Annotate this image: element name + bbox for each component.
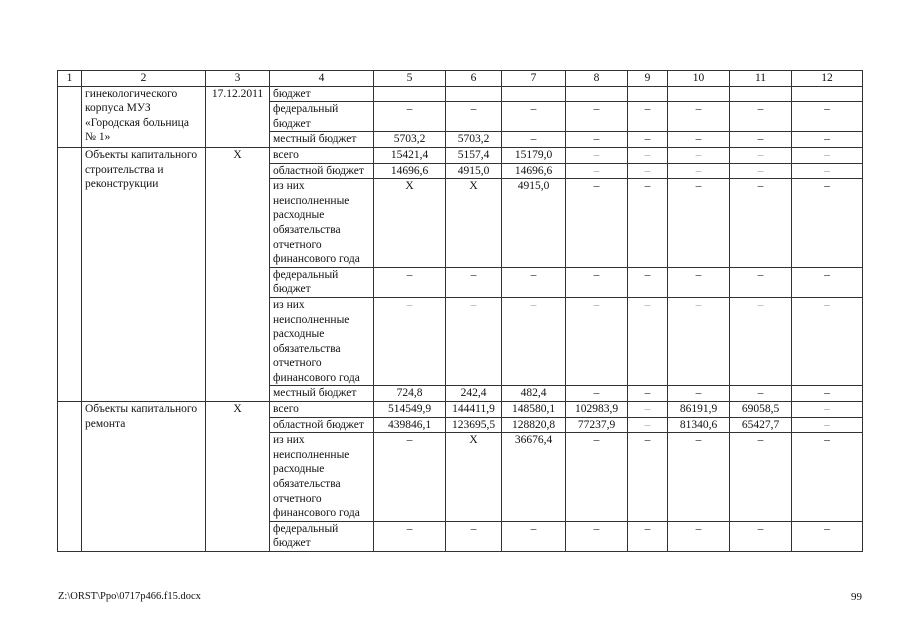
- value-cell: –: [502, 132, 566, 148]
- value-cell: 128820,8: [502, 417, 566, 433]
- value-cell: –: [730, 179, 792, 268]
- column-number: 12: [792, 71, 863, 87]
- value-cell: –: [668, 297, 730, 386]
- value-cell: 77237,9: [566, 417, 628, 433]
- budget-source-cell: областной бюджет: [270, 163, 374, 179]
- value-cell: –: [628, 102, 668, 132]
- column-number: 11: [730, 71, 792, 87]
- value-cell: –: [792, 147, 863, 163]
- value-cell: –: [628, 267, 668, 297]
- budget-source-cell: из них неисполненные расходные обязательства отчетного финансового года: [270, 297, 374, 386]
- value-cell: –: [792, 163, 863, 179]
- date-cell: Х: [206, 402, 270, 552]
- budget-source-cell: федеральный бюджет: [270, 267, 374, 297]
- column-number: 8: [566, 71, 628, 87]
- column-number: 5: [374, 71, 446, 87]
- value-cell: 14696,6: [374, 163, 446, 179]
- value-cell: 15421,4: [374, 147, 446, 163]
- value-cell: Х: [446, 179, 502, 268]
- value-cell: –: [374, 521, 446, 551]
- value-cell: –: [628, 163, 668, 179]
- value-cell: –: [668, 267, 730, 297]
- value-cell: –: [792, 433, 863, 522]
- value-cell: 5157,4: [446, 147, 502, 163]
- value-cell: 482,4: [502, 386, 566, 402]
- value-cell: –: [668, 163, 730, 179]
- value-cell: 4915,0: [446, 163, 502, 179]
- budget-source-cell: бюджет: [270, 86, 374, 102]
- value-cell: –: [730, 163, 792, 179]
- value-cell: –: [792, 102, 863, 132]
- value-cell: [566, 86, 628, 102]
- value-cell: 4915,0: [502, 179, 566, 268]
- value-cell: 36676,4: [502, 433, 566, 522]
- value-cell: [792, 86, 863, 102]
- value-cell: [374, 86, 446, 102]
- value-cell: –: [628, 417, 668, 433]
- value-cell: 86191,9: [668, 402, 730, 418]
- value-cell: –: [374, 267, 446, 297]
- value-cell: –: [792, 402, 863, 418]
- value-cell: 5703,2: [374, 132, 446, 148]
- value-cell: –: [730, 147, 792, 163]
- value-cell: 65427,7: [730, 417, 792, 433]
- value-cell: –: [730, 521, 792, 551]
- value-cell: –: [502, 521, 566, 551]
- value-cell: –: [446, 102, 502, 132]
- value-cell: –: [668, 179, 730, 268]
- budget-source-cell: федеральный бюджет: [270, 102, 374, 132]
- column-number: 7: [502, 71, 566, 87]
- value-cell: –: [668, 102, 730, 132]
- column-number: 3: [206, 71, 270, 87]
- column-number-row: [58, 71, 863, 87]
- value-cell: –: [628, 521, 668, 551]
- table-row: [58, 147, 863, 163]
- value-cell: –: [446, 297, 502, 386]
- file-path: Z:\ORST\Ppo\0717p466.f15.docx: [58, 591, 201, 602]
- table-row: [58, 86, 863, 102]
- value-cell: [730, 86, 792, 102]
- budget-table: [57, 70, 863, 552]
- row-number-cell: [58, 402, 82, 552]
- value-cell: –: [792, 179, 863, 268]
- value-cell: 514549,9: [374, 402, 446, 418]
- table-row: [58, 402, 863, 418]
- date-cell: 17.12.2011: [206, 86, 270, 147]
- value-cell: [446, 86, 502, 102]
- value-cell: –: [792, 386, 863, 402]
- value-cell: –: [628, 147, 668, 163]
- date-cell: Х: [206, 147, 270, 401]
- value-cell: –: [668, 433, 730, 522]
- value-cell: [502, 86, 566, 102]
- value-cell: –: [668, 521, 730, 551]
- value-cell: –: [502, 102, 566, 132]
- value-cell: –: [374, 433, 446, 522]
- value-cell: –: [730, 297, 792, 386]
- object-name-cell: гинекологического корпуса МУЗ «Городская больница № 1»: [82, 86, 206, 147]
- value-cell: 69058,5: [730, 402, 792, 418]
- table-body: [58, 86, 863, 551]
- value-cell: –: [628, 386, 668, 402]
- value-cell: –: [668, 132, 730, 148]
- budget-source-cell: федеральный бюджет: [270, 521, 374, 551]
- budget-source-cell: местный бюджет: [270, 386, 374, 402]
- value-cell: –: [628, 433, 668, 522]
- value-cell: –: [668, 386, 730, 402]
- budget-source-cell: всего: [270, 147, 374, 163]
- column-number: 10: [668, 71, 730, 87]
- value-cell: –: [566, 386, 628, 402]
- value-cell: [628, 86, 668, 102]
- table-header: [58, 71, 863, 87]
- value-cell: –: [628, 179, 668, 268]
- value-cell: –: [446, 521, 502, 551]
- value-cell: –: [566, 179, 628, 268]
- value-cell: –: [566, 163, 628, 179]
- row-number-cell: [58, 86, 82, 147]
- column-number: 2: [82, 71, 206, 87]
- value-cell: –: [730, 102, 792, 132]
- value-cell: –: [374, 297, 446, 386]
- value-cell: 439846,1: [374, 417, 446, 433]
- value-cell: –: [730, 267, 792, 297]
- value-cell: –: [374, 102, 446, 132]
- column-number: 1: [58, 71, 82, 87]
- value-cell: [668, 86, 730, 102]
- budget-source-cell: из них неисполненные расходные обязательства отчетного финансового года: [270, 179, 374, 268]
- value-cell: 242,4: [446, 386, 502, 402]
- value-cell: –: [502, 297, 566, 386]
- value-cell: 144411,9: [446, 402, 502, 418]
- value-cell: 5703,2: [446, 132, 502, 148]
- value-cell: Х: [374, 179, 446, 268]
- value-cell: –: [628, 132, 668, 148]
- value-cell: –: [668, 147, 730, 163]
- value-cell: –: [628, 402, 668, 418]
- budget-source-cell: из них неисполненные расходные обязательства отчетного финансового года: [270, 433, 374, 522]
- row-number-cell: [58, 147, 82, 401]
- value-cell: 81340,6: [668, 417, 730, 433]
- value-cell: –: [792, 417, 863, 433]
- value-cell: –: [730, 132, 792, 148]
- value-cell: –: [730, 433, 792, 522]
- column-number: 9: [628, 71, 668, 87]
- value-cell: –: [792, 297, 863, 386]
- value-cell: 102983,9: [566, 402, 628, 418]
- value-cell: –: [566, 297, 628, 386]
- value-cell: 15179,0: [502, 147, 566, 163]
- value-cell: –: [566, 521, 628, 551]
- value-cell: –: [566, 132, 628, 148]
- value-cell: –: [792, 267, 863, 297]
- value-cell: 14696,6: [502, 163, 566, 179]
- value-cell: –: [730, 386, 792, 402]
- budget-source-cell: всего: [270, 402, 374, 418]
- object-name-cell: Объекты капитального ремонта: [82, 402, 206, 552]
- value-cell: –: [566, 147, 628, 163]
- column-number: 6: [446, 71, 502, 87]
- value-cell: 123695,5: [446, 417, 502, 433]
- page-number: 99: [851, 591, 862, 603]
- value-cell: –: [792, 132, 863, 148]
- value-cell: –: [446, 267, 502, 297]
- value-cell: 724,8: [374, 386, 446, 402]
- value-cell: –: [502, 267, 566, 297]
- value-cell: –: [566, 102, 628, 132]
- value-cell: Х: [446, 433, 502, 522]
- budget-source-cell: областной бюджет: [270, 417, 374, 433]
- value-cell: –: [792, 521, 863, 551]
- object-name-cell: Объекты капитального строительства и реконструкции: [82, 147, 206, 401]
- budget-source-cell: местный бюджет: [270, 132, 374, 148]
- value-cell: –: [628, 297, 668, 386]
- value-cell: –: [566, 433, 628, 522]
- column-number: 4: [270, 71, 374, 87]
- value-cell: 148580,1: [502, 402, 566, 418]
- value-cell: –: [566, 267, 628, 297]
